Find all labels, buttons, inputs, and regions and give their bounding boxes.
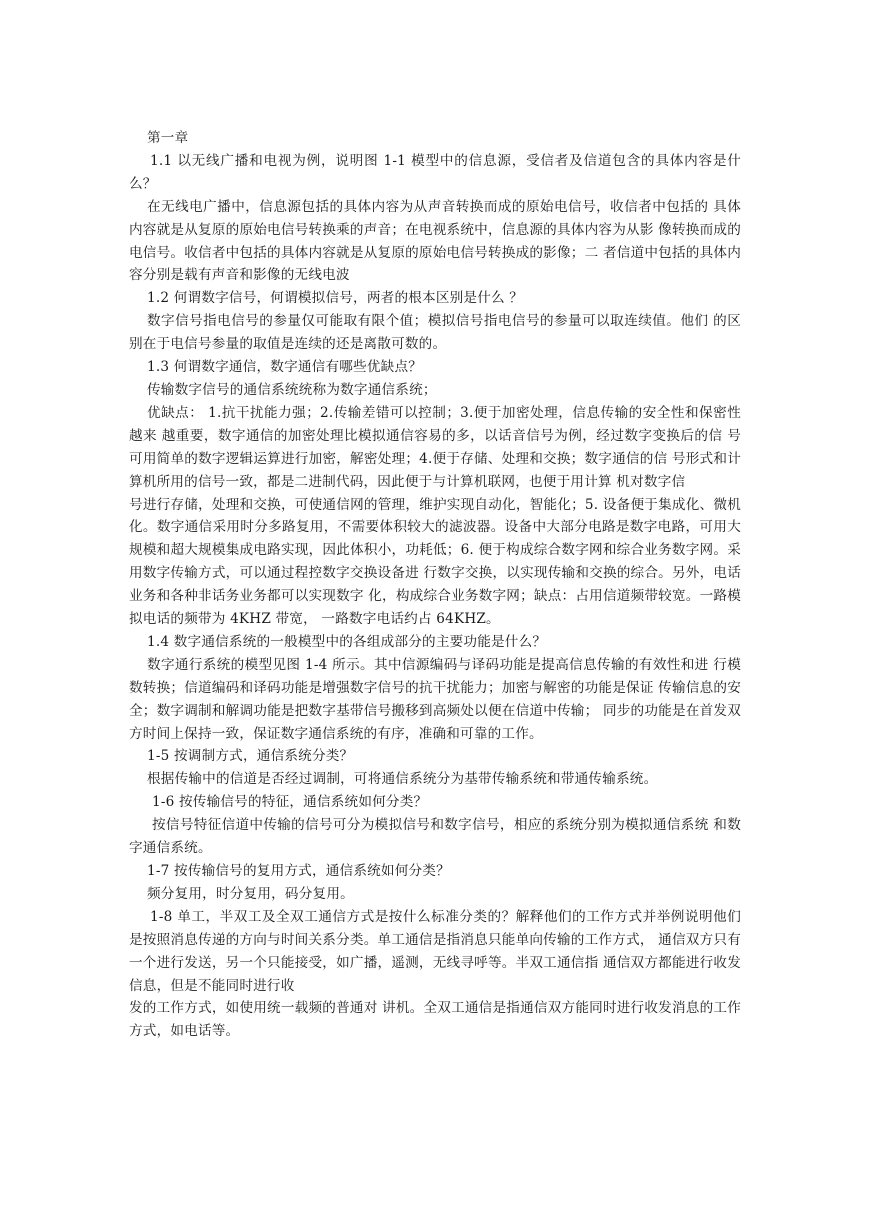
- question-1-2: 1.2 何谓数字信号，何谓模拟信号，两者的根本区别是什么 ？: [147, 290, 524, 307]
- answer-1-7: 频分复用，时分复用，码分复用。: [147, 885, 354, 902]
- question-1-1: 1.1 以无线广播和电视为例，说明图 1-1 模型中的信息源，受信者及信道包含的具体内容是什么？: [129, 152, 741, 192]
- answer-1-5: 根据传输中的信道是否经过调制，可将通信系统分为基带传输系统和带通传输系统。: [147, 771, 658, 788]
- answer-1-3-definition: 传输数字信号的通信系统统称为数字通信系统；: [147, 381, 437, 398]
- answer-1-2: 数字信号指电信号的参量仅可能取有限个值；模拟信号指电信号的参量可以取连续值。他们 的区别在于电信号参量的取值是连续的还是离散可数的。: [129, 313, 741, 353]
- answer-1-6: 按信号特征信道中传输的信号可分为模拟信号和数字信号，相应的系统分别为模拟通信系统 和数字通信系统。: [129, 817, 741, 857]
- question-1-5: 1-5 按调制方式，通信系统分类？: [147, 748, 354, 765]
- question-1-6: 1-6 按传输信号的特征，通信系统如何分类？: [152, 794, 428, 811]
- document-page: [129, 127, 741, 1043]
- answer-1-8-continued: 发的工作方式，如使用统一载频的普通对 讲机。全双工通信是指通信双方能同时进行收发消息的工作方式，如电话等。: [129, 1000, 741, 1040]
- answer-1-3-advantages: 优缺点： 1.抗干扰能力强；2.传输差错可以控制；3.便于加密处理，信息传输的安全性和保密性越来 越重要，数字通信的加密处理比模拟通信容易的多，以话音信号为例，经过数字变换后的信 号可用简单的数字逻辑运算进行加密，解密处理；4.便于存储、处理和交换；数字通信的信 号形式和计算机所用的信号一致，都是二进制代码，因此便于与计算机联网，也便于用计算 机对数字信: [129, 404, 741, 490]
- question-1-7: 1-7 按传输信号的复用方式，通信系统如何分类？: [147, 863, 450, 879]
- question-1-4: 1.4 数字通信系统的一般模型中的各组成部分的主要功能是什么？: [147, 633, 547, 650]
- answer-1-3-continued: 号进行存储，处理和交换，可使通信网的管理，维护实现自动化，智能化；5. 设备便于集成化、微机化。数字通信采用时分多路复用，不需要体积较大的滤波器。设备中大部分电路是数字电路，可用大规模和超大规模集成电路实现，因此体积小，功耗低；6. 便于构成综合数字网和综合业务数字网。采用数字传输方式，可以通过程控数字交换设备进 行数字交换，以实现传输和交换的综合。另外，电话业务和各种非话务业务都可以实现数字 化，构成综合业务数字网；缺点：占用信道频带较宽。一路模拟电话的频带为 4KHZ 带宽， 一路数字电话约占 64KHZ。: [129, 496, 741, 628]
- question-1-3: 1.3 何谓数字通信，数字通信有哪些优缺点？: [147, 359, 423, 376]
- question-answer-1-8: 1-8 单工，半双工及全双工通信方式是按什么标准分类的？解释他们的工作方式并举例说明他们是按照消息传递的方向与时间关系分类。单工通信是指消息只能单向传输的工作方式， 通信双方只有一个进行发送，另一个只能接受，如广播，遥测，无线寻呼等。半双工通信指 通信双方都能进行收发信息，但是不能同时进行收: [129, 908, 741, 994]
- chapter-heading: 第一章: [147, 130, 189, 146]
- answer-1-1: 在无线电广播中，信息源包括的具体内容为从声音转换而成的原始电信号，收信者中包括的 具体内容就是从复原的原始电信号转换乘的声音；在电视系统中，信息源的具体内容为从影 像转换而成的电信号。收信者中包括的具体内容就是从复原的原始电信号转换成的影像；二 者信道中包括的具体内容分别是载有声音和影像的无线电波: [129, 198, 741, 284]
- answer-1-4: 数字通行系统的模型见图 1-4 所示。其中信源编码与译码功能是提高信息传输的有效性和进 行模数转换；信道编码和译码功能是增强数字信号的抗干扰能力；加密与解密的功能是保证 传输信息的安全；数字调制和解调功能是把数字基带信号搬移到高频处以便在信道中传输； 同步的功能是在首发双方时间上保持一致，保证数字通信系统的有序，准确和可靠的工作。: [129, 656, 741, 742]
